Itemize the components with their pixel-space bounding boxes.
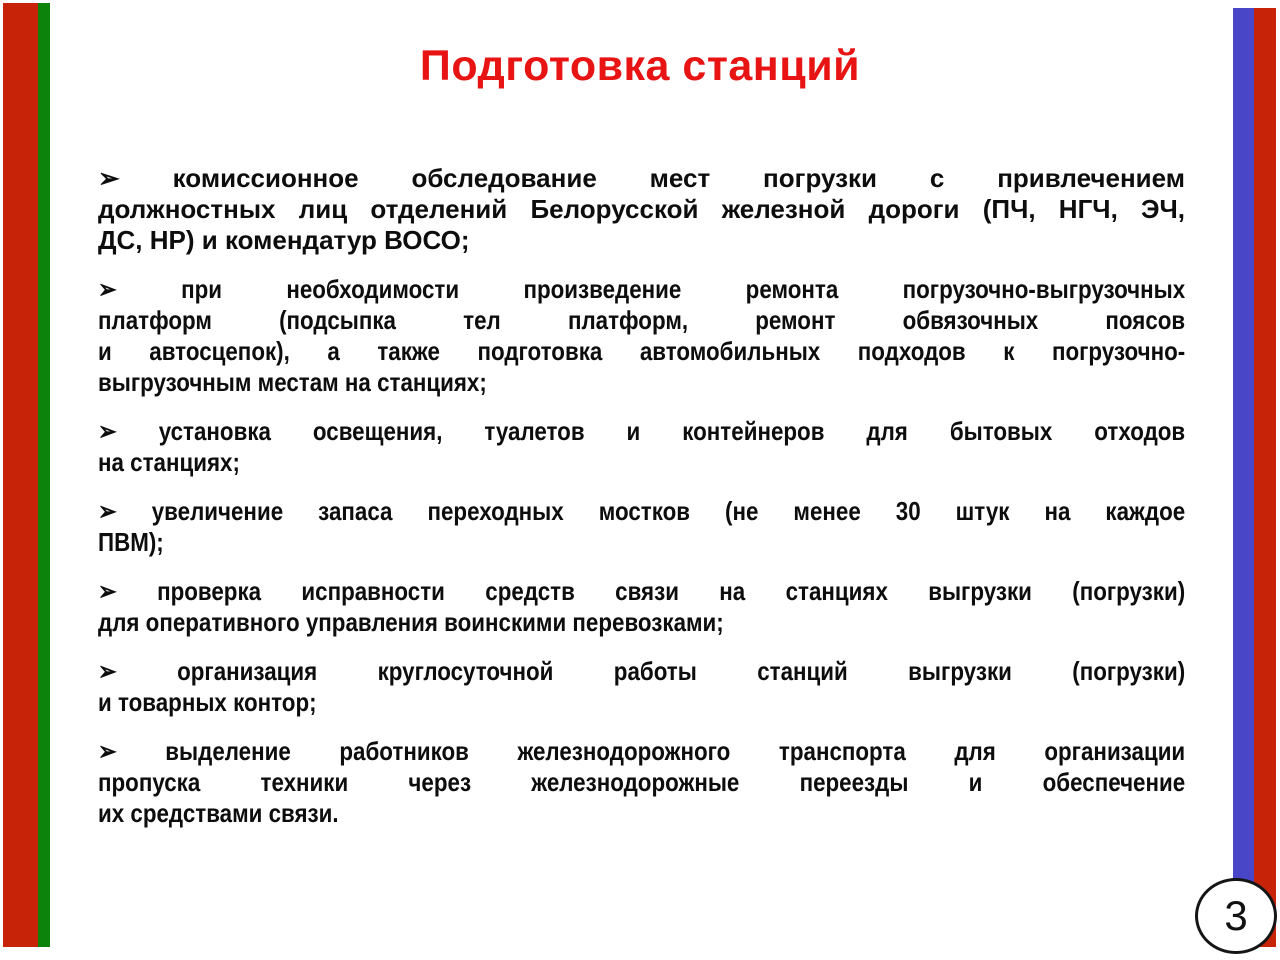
bullet-item-1 (98, 163, 1185, 256)
bullet-item-2 (98, 274, 1185, 398)
bullet-item-4 (98, 496, 1185, 558)
bullet-item-5 (98, 576, 1185, 638)
bullet-line: для оперативного управления воинскими перевозками; (98, 607, 724, 637)
bullet-line: ➢ увеличение запаса переходных мостков (не менее 30 штук на каждое (98, 496, 1186, 526)
bullet-line: ➢ комиссионное обследование мест погрузки с привлечением (98, 163, 1185, 193)
page-number: 3 (1224, 892, 1248, 939)
bullet-line: платформ (подсыпка тел платформ, ремонт обвязочных поясов (98, 305, 1186, 335)
bullet-line: должностных лиц отделений Белорусской железной дороги (ПЧ, НГЧ, ЭЧ, (98, 194, 1185, 224)
left-red-bar (3, 3, 38, 947)
bullet-line: ➢ при необходимости произведение ремонта погрузочно-выгрузочных (98, 274, 1186, 304)
bullet-line: выгрузочным местам на станциях; (98, 367, 487, 397)
page-number-badge (1195, 878, 1277, 954)
bullet-line: ➢ выделение работников железнодорожного транспорта для организации (98, 736, 1186, 766)
bullet-line: ПВМ); (98, 527, 164, 557)
bullet-line: ➢ установка освещения, туалетов и контейнеров для бытовых отходов (98, 416, 1186, 446)
right-red-bar (1254, 8, 1276, 947)
bullet-line: и автосцепок), а также подготовка автомобильных подходов к погрузочно- (98, 336, 1186, 366)
bullet-line: ДС, НР) и комендатур ВОСО; (98, 225, 470, 255)
bullet-line: пропуска техники через железнодорожные переезды и обеспечение (98, 767, 1186, 797)
bullet-line: их средствами связи. (98, 798, 339, 828)
bullet-line: на станциях; (98, 447, 240, 477)
bullet-item-3 (98, 416, 1185, 478)
bullet-list (98, 163, 1185, 829)
bullet-item-7 (98, 736, 1185, 829)
left-green-bar (38, 3, 50, 947)
bullet-line: и товарных контор; (98, 687, 317, 717)
bullet-line: ➢ организация круглосуточной работы станций выгрузки (погрузки) (98, 656, 1186, 686)
bullet-item-6 (98, 656, 1185, 718)
bullet-line: ➢ проверка исправности средств связи на станциях выгрузки (погрузки) (98, 576, 1186, 606)
right-blue-bar (1233, 8, 1254, 947)
page-title: Подготовка станций (419, 42, 861, 90)
